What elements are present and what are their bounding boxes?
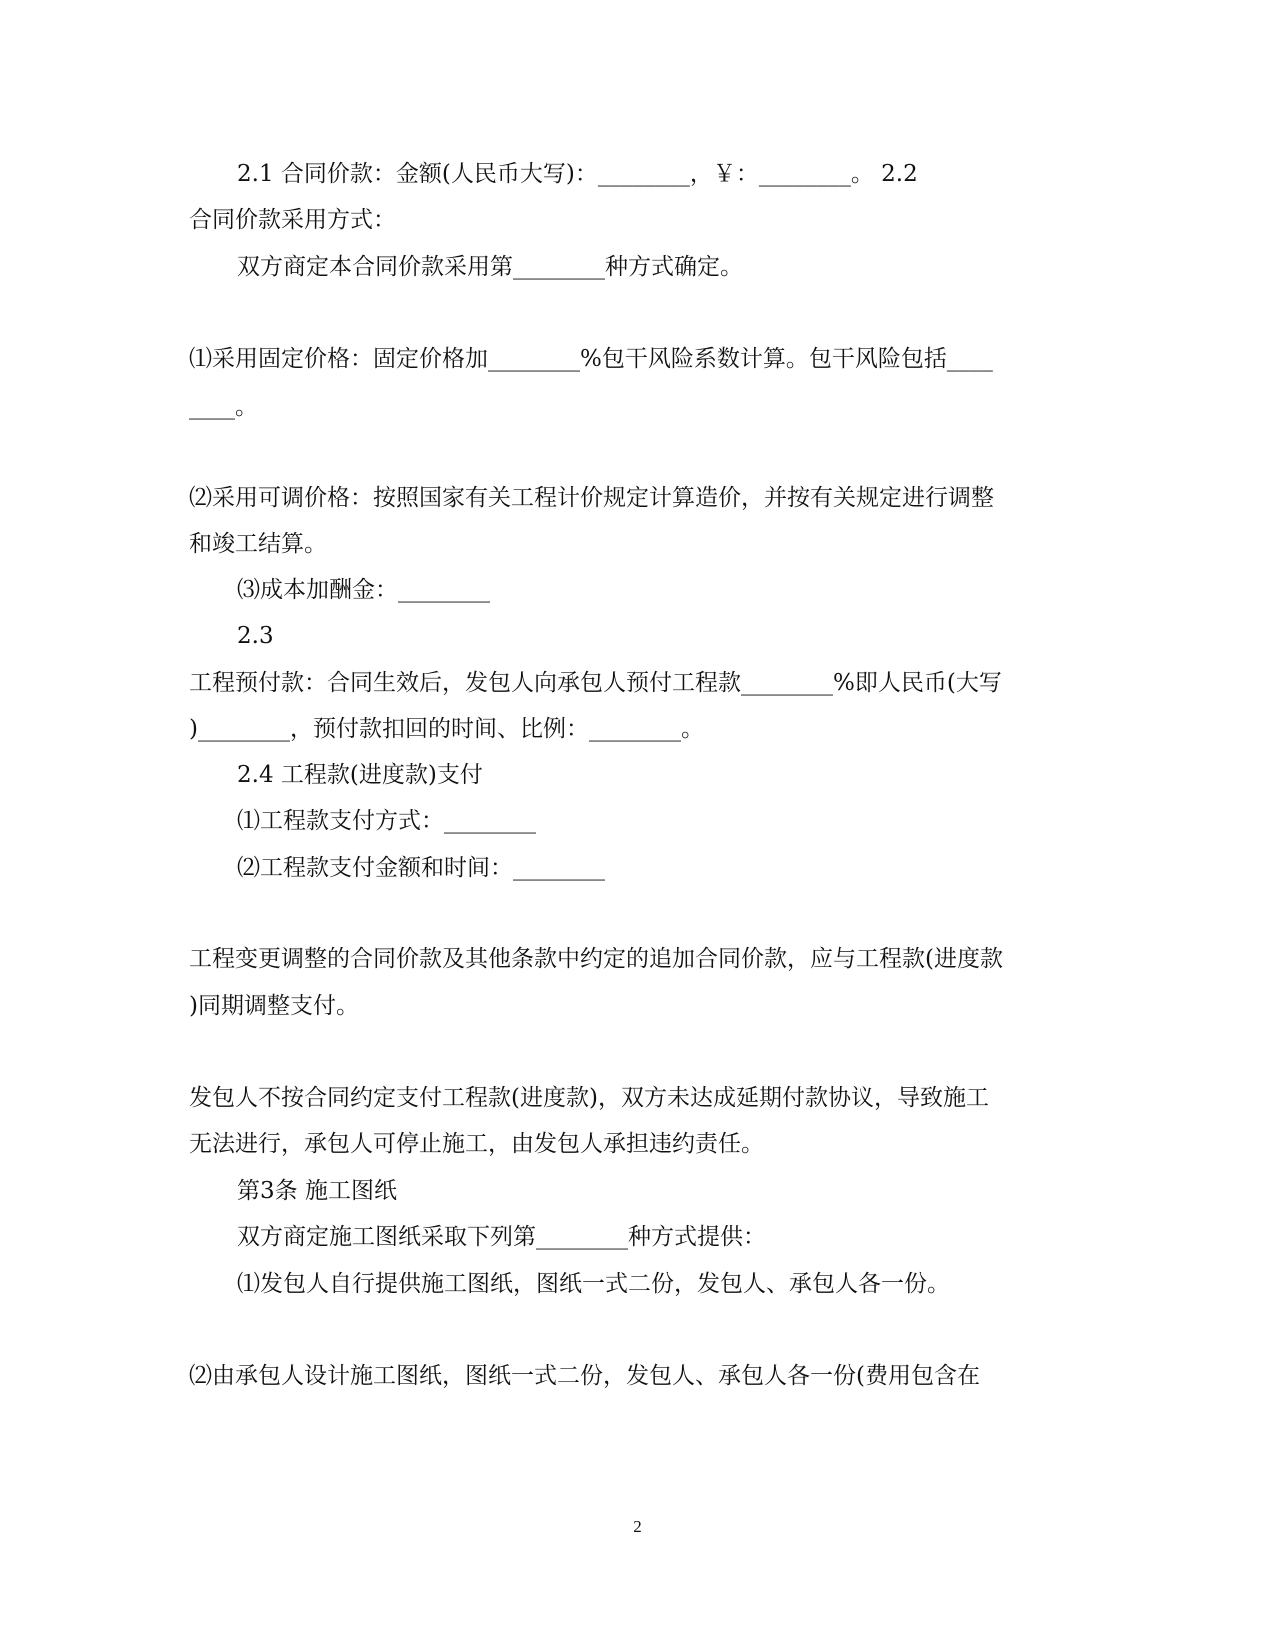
- advance-payment-clause: 工程预付款：合同生效后，发包人向承包人预付工程款________%即人民币(大写: [189, 670, 1002, 696]
- default-payment-paragraph: 发包人不按合同约定支付工程款(进度款)，双方未达成延期付款协议，导致施工: [189, 1085, 989, 1111]
- drawings-method-choice: 双方商定施工图纸采取下列第________种方式提供：: [237, 1224, 766, 1250]
- clause-2-3-number: 2.3: [237, 623, 274, 649]
- payment-method-line: ⑴工程款支付方式：________: [237, 808, 536, 834]
- page-number: 2: [633, 1517, 642, 1536]
- change-adjustment-paragraph-cont: )同期调整支付。: [189, 993, 359, 1019]
- drawings-option-2: ⑵由承包人设计施工图纸，图纸一式二份，发包人、承包人各一份(费用包含在: [189, 1363, 980, 1389]
- default-payment-paragraph-cont: 无法进行，承包人可停止施工，由发包人承担违约责任。: [189, 1131, 764, 1157]
- clause-2-1-price: 2.1 合同价款：金额(人民币大写)：________，￥：________。 2.2: [237, 161, 918, 187]
- advance-payment-clause-cont: )________，预付款扣回的时间、比例：________。: [189, 716, 704, 742]
- fixed-price-option: ⑴采用固定价格：固定价格加________%包干风险系数计算。包干风险包括____: [189, 346, 993, 372]
- clause-2-4-heading: 2.4 工程款(进度款)支付: [237, 762, 483, 788]
- adjustable-price-option: ⑵采用可调价格：按照国家有关工程计价规定计算造价，并按有关规定进行调整: [189, 485, 994, 511]
- fixed-price-option-cont: ____。: [189, 394, 258, 420]
- change-adjustment-paragraph: 工程变更调整的合同价款及其他条款中约定的追加合同价款，应与工程款(进度款: [189, 946, 1003, 972]
- payment-amount-line: ⑵工程款支付金额和时间：________: [237, 855, 605, 881]
- drawings-option-1: ⑴发包人自行提供施工图纸，图纸一式二份，发包人、承包人各一份。: [237, 1271, 950, 1297]
- price-method-choice: 双方商定本合同价款采用第________种方式确定。: [237, 254, 743, 280]
- adjustable-price-option-cont: 和竣工结算。: [189, 531, 327, 557]
- cost-plus-option: ⑶成本加酬金：________: [237, 577, 490, 603]
- clause-2-2-heading: 合同价款采用方式：: [189, 207, 396, 233]
- article-3-heading: 第3条 施工图纸: [237, 1178, 397, 1204]
